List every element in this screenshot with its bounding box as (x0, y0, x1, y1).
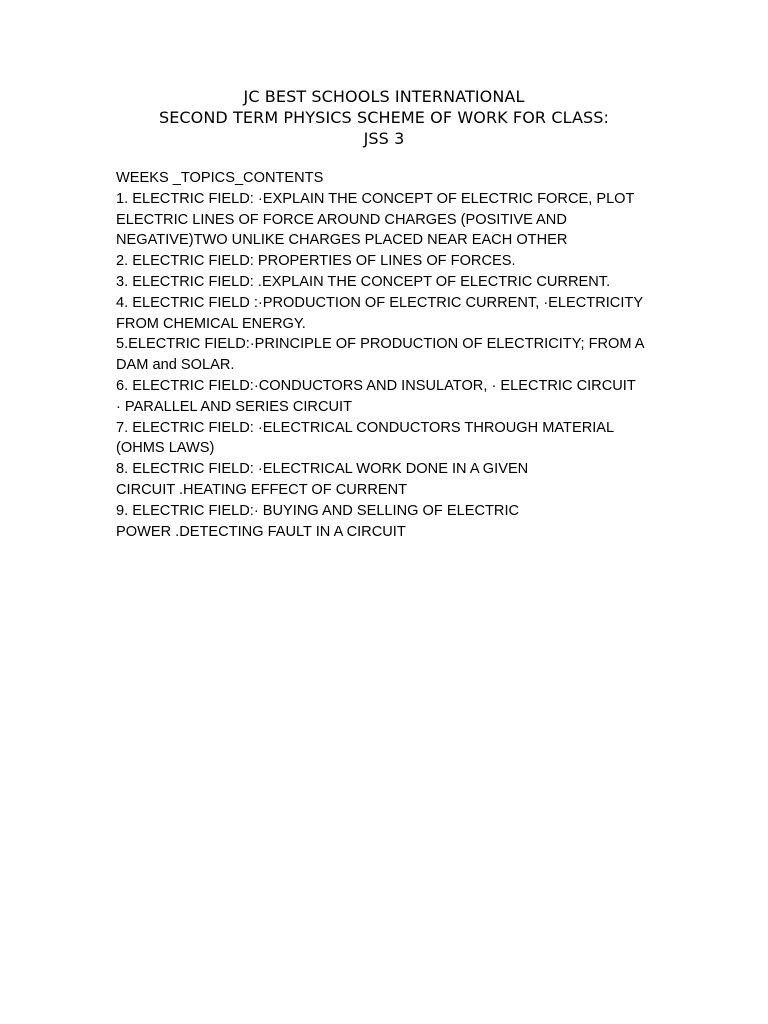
scheme-title: SECOND TERM PHYSICS SCHEME OF WORK FOR CLASS: (158, 108, 610, 127)
week-9-line-1: 9. ELECTRIC FIELD:· BUYING AND SELLING OF ELECTRIC (116, 502, 520, 519)
week-7-line-1: 7. ELECTRIC FIELD: ·ELECTRICAL CONDUCTORS THROUGH MATERIAL (116, 419, 615, 436)
week-8-line-1: 8. ELECTRIC FIELD: ·ELECTRICAL WORK DONE IN A GIVEN (116, 461, 529, 478)
week-2-line-1: 2. ELECTRIC FIELD: PROPERTIES OF LINES OF FORCES. (116, 253, 516, 270)
week-6-line-1: 6. ELECTRIC FIELD:·CONDUCTORS AND INSULATOR, · ELECTRIC CIRCUIT (116, 377, 636, 394)
column-headings: WEEKS _TOPICS_CONTENTS (116, 170, 324, 186)
school-name: JC BEST SCHOOLS INTERNATIONAL (243, 87, 525, 106)
week-1-line-3: NEGATIVE)TWO UNLIKE CHARGES PLACED NEAR EACH OTHER (116, 232, 568, 249)
week-1-line-2: ELECTRIC LINES OF FORCE AROUND CHARGES (POSITIVE AND (116, 211, 567, 228)
week-5-line-1: 5.ELECTRIC FIELD:·PRINCIPLE OF PRODUCTION OF ELECTRICITY; FROM A (116, 336, 645, 353)
week-4-line-1: 4. ELECTRIC FIELD :·PRODUCTION OF ELECTRIC CURRENT, ·ELECTRICITY (116, 294, 644, 311)
week-7-line-2: (OHMS LAWS) (116, 440, 215, 457)
week-9-line-2: POWER .DETECTING FAULT IN A CIRCUIT (116, 523, 406, 540)
scheme-content (116, 168, 656, 542)
week-4-line-2: FROM CHEMICAL ENERGY. (116, 315, 306, 332)
week-8-line-2: CIRCUIT .HEATING EFFECT OF CURRENT (116, 481, 408, 498)
week-5-line-2: DAM and SOLAR. (116, 357, 235, 374)
document-title (0, 86, 768, 149)
week-1-line-1: 1. ELECTRIC FIELD: ·EXPLAIN THE CONCEPT OF ELECTRIC FORCE, PLOT (116, 190, 635, 207)
week-6-line-2: · PARALLEL AND SERIES CIRCUIT (116, 398, 352, 415)
class-name: JSS 3 (363, 129, 405, 148)
week-3-line-1: 3. ELECTRIC FIELD: .EXPLAIN THE CONCEPT OF ELECTRIC CURRENT. (116, 273, 611, 290)
